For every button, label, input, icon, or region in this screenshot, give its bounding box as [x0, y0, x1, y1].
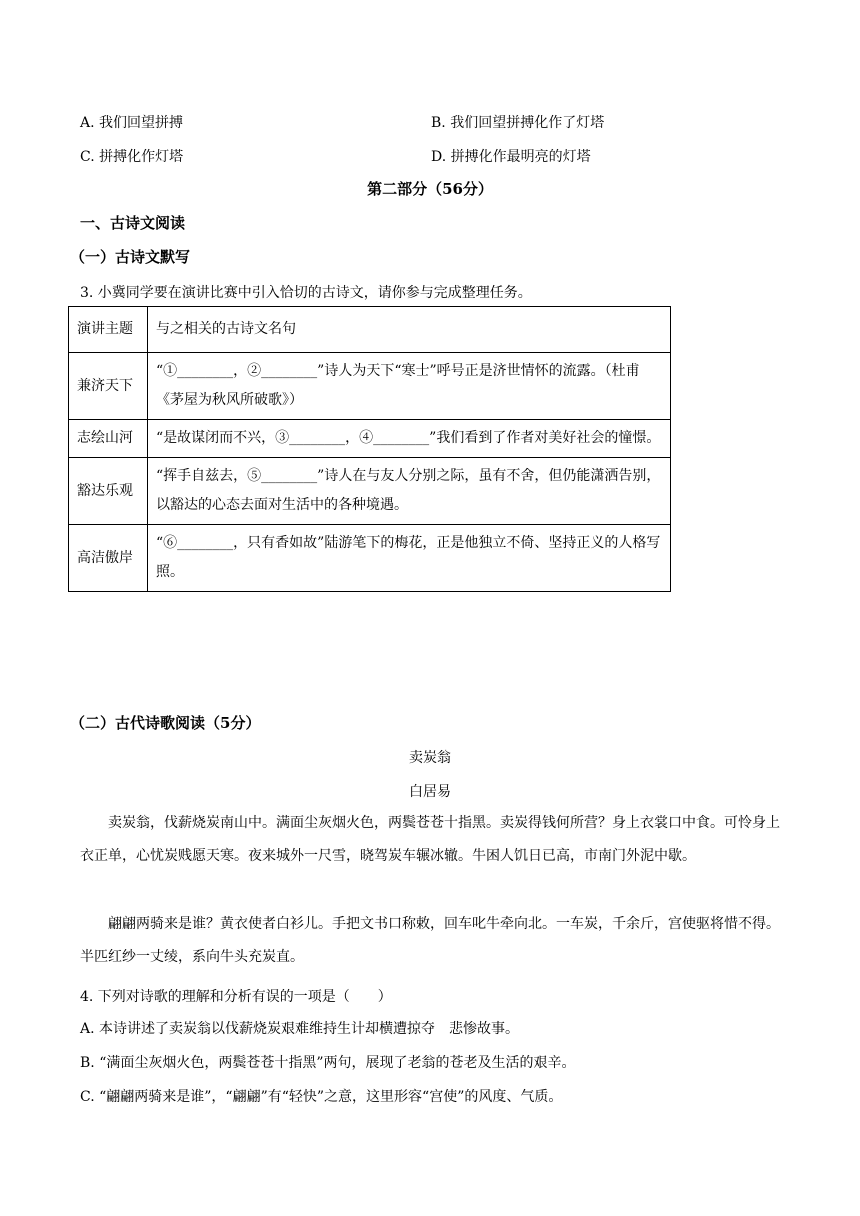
- option-d: D. 拼搏化作最明亮的灯塔: [431, 149, 591, 165]
- table-row: [69, 525, 671, 592]
- quotation-table: [68, 306, 671, 592]
- table-header-row: [69, 307, 671, 353]
- table-header-quote: 与之相关的古诗文名句: [148, 307, 671, 353]
- table-row: [69, 458, 671, 525]
- table-row-content: “是故谋闭而不兴，③________，④________”我们看到了作者对美好社会的憧憬。: [148, 420, 671, 458]
- sub2-title: （二）古代诗歌阅读（5分）: [70, 714, 261, 732]
- option-c: C. 拼搏化作灯塔: [80, 149, 184, 165]
- table-row: [69, 420, 671, 458]
- q3-stem: 3. 小冀同学要在演讲比赛中引入恰切的古诗文，请你参与完成整理任务。: [80, 285, 532, 301]
- table-row-theme: 兼济天下: [69, 353, 148, 420]
- q4-option-a: A. 本诗讲述了卖炭翁以伐薪烧炭艰难维持生计却横遭掠夺 悲惨故事。: [80, 1021, 520, 1037]
- q4-option-c: C. “翩翩两骑来是谁”，“翩翩”有“轻快”之意，这里形容“宫使”的风度、气质。: [80, 1089, 563, 1105]
- poem-paragraph-1: 卖炭翁，伐薪烧炭南山中。满面尘灰烟火色，两鬓苍苍十指黑。卖炭得钱何所营？身上衣裳口中食。可怜身上衣正单，心忧炭贱愿天寒。夜来城外一尺雪，晓驾炭车辗冰辙。牛困人饥日已高，市南门外泥中歇。: [80, 815, 780, 864]
- table-row-theme: 志绘山河: [69, 420, 148, 458]
- table-header-theme: 演讲主题: [69, 307, 148, 353]
- poem-paragraph-2: 翩翩两骑来是谁？黄衣使者白衫儿。手把文书口称敕，回车叱牛牵向北。一车炭，千余斤，宫使驱将惜不得。半匹红纱一丈绫，系向牛头充炭直。: [80, 916, 780, 965]
- table-row-content: “①________，②________”诗人为天下“寒士”呼号正是济世情怀的流露。（杜甫《茅屋为秋风所破歌》）: [148, 353, 671, 420]
- table-row-theme: 豁达乐观: [69, 458, 148, 525]
- poem-author: 白居易: [409, 784, 451, 800]
- q4-stem: 4. 下列对诗歌的理解和分析有误的一项是（ ）: [80, 989, 392, 1005]
- part2-title: 第二部分（56分）: [367, 180, 493, 198]
- sub1-title: （一）古诗文默写: [70, 248, 191, 266]
- option-a: A. 我们回望拼搏: [80, 115, 184, 131]
- table-row-theme: 高洁傲岸: [69, 525, 148, 592]
- table-row-content: “⑥________，只有香如故”陆游笔下的梅花，正是他独立不倚、坚持正义的人格写照。: [148, 525, 671, 592]
- option-b: B. 我们回望拼搏化作了灯塔: [431, 115, 605, 131]
- section1-title: 一、古诗文阅读: [80, 214, 186, 232]
- table-row: [69, 353, 671, 420]
- poem-title: 卖炭翁: [409, 750, 451, 766]
- table-row-content: “挥手自兹去，⑤________”诗人在与友人分别之际，虽有不舍，但仍能潇洒告别，以豁达的心态去面对生活中的各种境遇。: [148, 458, 671, 525]
- q4-option-b: B. “满面尘灰烟火色，两鬓苍苍十指黑”两句，展现了老翁的苍老及生活的艰辛。: [80, 1055, 576, 1071]
